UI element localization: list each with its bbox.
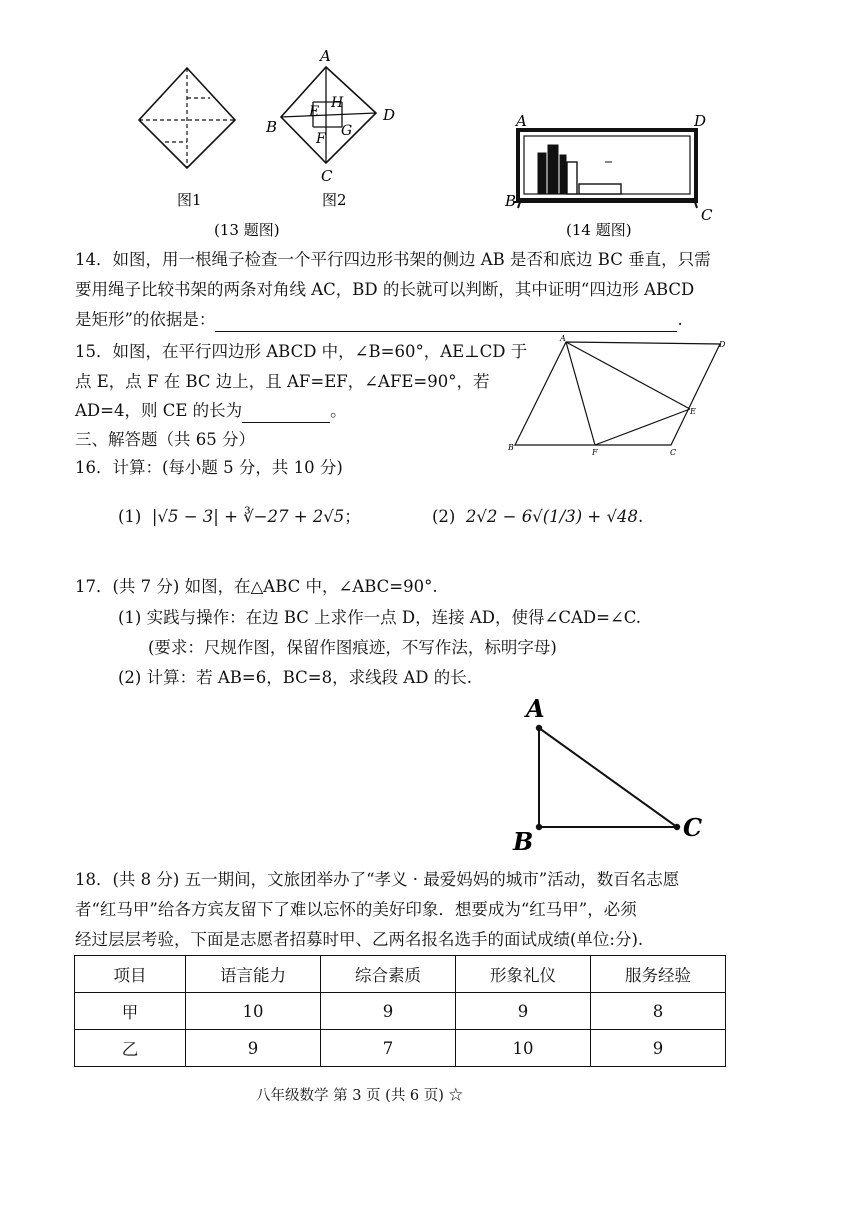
q15-answer-blank[interactable] — [242, 404, 330, 423]
fig14-label-B: B — [505, 192, 517, 210]
q16-part-2 — [432, 505, 643, 529]
q16-part-1-expr: |√5 − 3| + ∛−27 + 2√5 — [151, 507, 345, 526]
figure-14 — [500, 110, 730, 240]
fig17-point-A — [536, 725, 542, 731]
fig13-label-C: C — [321, 167, 333, 185]
q16-header: 16．计算：(每小题 5 分，共 10 分) — [75, 458, 343, 477]
q14-line-3-end: . — [677, 310, 683, 329]
fig17-point-B — [536, 824, 542, 830]
fig14-books — [538, 145, 621, 194]
fig15-label-C: C — [670, 448, 677, 457]
q16-part-1-end: ； — [344, 507, 361, 526]
table-header-cell: 语言能力 — [186, 956, 321, 993]
fig13-label-A: A — [320, 47, 331, 65]
q18-line-2: 者“红马甲”给各方宾友留下了难以忘怀的美好印象．想要成为“红马甲”，必须 — [75, 900, 637, 919]
fig15-label-D: D — [719, 340, 726, 349]
fig13-label-H: H — [331, 95, 344, 111]
fig13-label-G: G — [341, 123, 353, 139]
fig13-caption-2: 图2 — [322, 191, 347, 209]
q15-line-2: 点 E，点 F 在 BC 边上，且 AF=EF，∠AFE=90°，若 — [75, 372, 490, 391]
table-header-cell: 综合素质 — [321, 956, 456, 993]
table-cell: 甲 — [75, 993, 186, 1030]
table-row — [75, 1030, 726, 1067]
fig14-label-A: A — [516, 112, 527, 130]
q15-line-1: 15．如图，在平行四边形 ABCD 中，∠B=60°，AE⊥CD 于 — [75, 342, 528, 361]
fig17-label-B: B — [513, 827, 534, 855]
table-header-row — [75, 956, 726, 993]
page-footer: 八年级数学 第 3 页 (共 6 页) ☆ — [256, 1088, 464, 1104]
fig17-point-C — [674, 824, 680, 830]
table-row — [75, 993, 726, 1030]
q14-line-1: 14．如图，用一根绳子检查一个平行四边形书架的侧边 AB 是否和底边 BC 垂直，只需 — [75, 250, 711, 269]
q14-line-3 — [75, 308, 765, 332]
fig14-label-D: D — [694, 112, 707, 130]
fig13-label-D: D — [383, 106, 396, 124]
table-cell: 7 — [321, 1030, 456, 1067]
q15-line-3 — [75, 399, 555, 423]
fig15-segment-AE — [566, 342, 690, 409]
q16-part-1-num: (1) — [118, 507, 142, 526]
fig17-triangle-ABC — [539, 728, 677, 827]
q17-part-1: (1) 实践与操作：在边 BC 上求作一点 D，连接 AD，使得∠CAD=∠C. — [118, 608, 642, 627]
fig17-label-A: A — [526, 694, 545, 723]
table-cell: 9 — [186, 1030, 321, 1067]
fig13-2-lines — [281, 67, 376, 163]
fig13-caption-1: 图1 — [177, 191, 202, 209]
table-cell: 9 — [321, 993, 456, 1030]
figure-17 — [505, 690, 715, 855]
q14-line-3-prefix: 是矩形”的依据是： — [75, 310, 216, 329]
q15-line-3-prefix: AD=4，则 CE 的长为 — [75, 401, 243, 420]
fig13-label-E: E — [309, 104, 320, 120]
section-3-heading: 三、解答题（共 65 分） — [75, 430, 255, 449]
table-cell: 9 — [591, 1030, 726, 1067]
table-cell: 10 — [186, 993, 321, 1030]
q17-part-2: (2) 计算：若 AB=6，BC=8，求线段 AD 的长. — [118, 668, 472, 687]
q15-line-3-end: 。 — [330, 401, 347, 420]
table-cell: 10 — [456, 1030, 591, 1067]
q16-part-2-num: (2) — [432, 507, 456, 526]
q18-line-1: 18．(共 8 分) 五一期间，文旅团举办了“孝义 · 最爱妈妈的城市”活动，数百名志愿 — [75, 870, 680, 889]
fig14-caption: (14 题图) — [566, 221, 632, 239]
score-table — [74, 955, 726, 1067]
fig15-label-E: E — [690, 407, 696, 416]
table-header-cell: 形象礼仪 — [456, 956, 591, 993]
q16-part-2-expr: 2√2 − 6√(1/3) + √48 — [465, 507, 638, 526]
q14-line-2: 要用绳子比较书架的两条对角线 AC，BD 的长就可以判断，其中证明“四边形 ABCD — [75, 280, 695, 299]
table-header-cell: 项目 — [75, 956, 186, 993]
fig14-label-C: C — [701, 206, 713, 224]
table-cell: 8 — [591, 993, 726, 1030]
table-header-cell: 服务经验 — [591, 956, 726, 993]
fig13-caption-group: (13 题图) — [214, 221, 280, 239]
fig15-label-A: A — [560, 334, 566, 343]
q16-part-2-end: . — [637, 507, 644, 526]
fig13-label-B: B — [266, 118, 278, 136]
q14-answer-blank[interactable] — [215, 313, 677, 332]
fig15-label-B: B — [508, 443, 514, 452]
q17-header: 17．(共 7 分) 如图，在△ABC 中，∠ABC=90°. — [75, 577, 438, 596]
fig17-label-C: C — [683, 813, 703, 842]
table-cell: 乙 — [75, 1030, 186, 1067]
fig15-label-F: F — [592, 448, 598, 457]
q18-line-3: 经过层层考验，下面是志愿者招募时甲、乙两名报名选手的面试成绩(单位:分). — [75, 930, 644, 949]
table-cell: 9 — [456, 993, 591, 1030]
fig13-1-fold-lines — [139, 68, 235, 168]
q17-part-1-note: (要求：尺规作图，保留作图痕迹，不写作法，标明字母) — [148, 638, 557, 657]
fig13-label-F: F — [316, 131, 326, 147]
figure-13 — [130, 45, 420, 240]
q16-part-1 — [118, 505, 361, 529]
